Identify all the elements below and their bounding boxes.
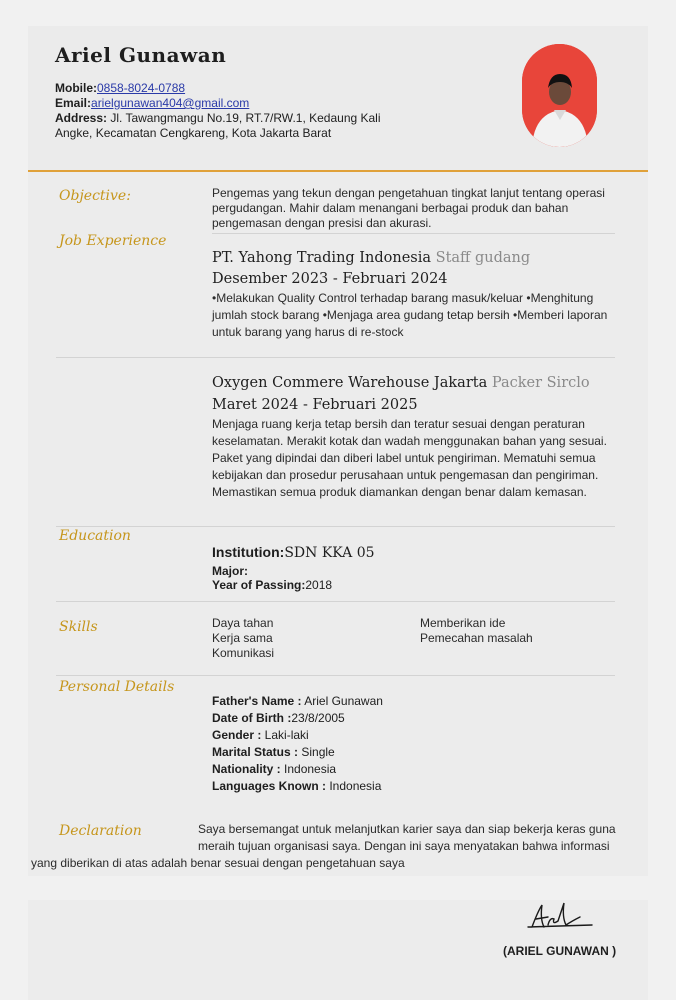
field-value: Single [298, 745, 335, 759]
declaration-line-3: yang diberikan di atas adalah benar sesuai dengan pengetahuan saya [31, 856, 405, 870]
year-line [212, 577, 332, 594]
job-1-description: •Melakukan Quality Control terhadap barang masuk/keluar •Menghitung jumlah stock barang •Menjaga area gudang tetap bersih •Memberi laporan untuk barang yang harus di re-stock [212, 291, 608, 339]
field-value: 23/8/2005 [291, 711, 345, 725]
year-label: Year of Passing: [212, 578, 306, 592]
education-title: Education [59, 528, 131, 544]
address-value: Jl. Tawangmangu No.19, RT.7/RW.1, Kedaung Kali Angke, Kecamatan Cengkareng, Kota Jakarta Barat [55, 111, 381, 140]
year-value: 2018 [305, 578, 333, 592]
declaration-line-1: Saya bersemangat untuk melanjutkan karier saya dan siap bekerja keras guna [198, 822, 616, 836]
declaration-line-2: meraih tujuan organisasi saya. Dengan ini saya menyatakan bahwa informasi [198, 839, 610, 853]
job-2-company: Oxygen Commere Warehouse Jakarta [212, 375, 488, 391]
skill-item: Memberikan ide [420, 616, 506, 630]
field-label: Gender : [212, 728, 262, 742]
personal-row [212, 761, 383, 778]
field-value: Laki-laki [261, 728, 309, 742]
signature-name: (ARIEL GUNAWAN ) [503, 944, 617, 958]
divider [212, 233, 615, 234]
mobile-label: Mobile: [55, 81, 97, 95]
job-2-description: Menjaga ruang kerja tetap bersih dan teratur sesuai dengan peraturan keselamatan. Merakit kotak dan wadah menggunakan bahan yang sesuai. Paket yang dipindai dan diberi label untuk pengiriman. Mematuhi semua kebijakan dan prosedur perusahaan untuk pengemasan dan pengiriman. Memastikan semua produk diamankan dengan benar dalam kemasan. [212, 417, 607, 499]
skills-title: Skills [59, 619, 98, 635]
divider [56, 526, 615, 527]
institution-label: Institution: [212, 544, 285, 560]
divider [56, 675, 615, 676]
profile-photo [522, 44, 597, 147]
objective-text: Pengemas yang tekun dengan pengetahuan tingkat lanjut tentang operasi pergudangan. Mahir dalam menangani berbagai produk dan bahan pengemasan dengan presisi dan akurasi. [212, 186, 605, 230]
field-label: Father's Name : [212, 694, 302, 708]
field-label: Nationality : [212, 762, 281, 776]
skill-item: Pemecahan masalah [420, 631, 533, 645]
divider [56, 601, 615, 602]
job-2-period: Maret 2024 - Februari 2025 [212, 397, 418, 413]
field-label: Languages Known : [212, 779, 326, 793]
job-2-role: Packer Sirclo [491, 375, 590, 391]
full-name: Ariel Gunawan [55, 43, 227, 67]
mobile-link[interactable]: 0858-8024-0788 [97, 81, 186, 95]
email-label: Email: [55, 96, 92, 110]
personal-title: Personal Details [59, 679, 175, 695]
job-1-title [212, 248, 530, 269]
field-label: Date of Birth : [212, 711, 292, 725]
field-value: Ariel Gunawan [301, 694, 383, 708]
skill-item: Daya tahan [212, 616, 274, 630]
personal-row [212, 744, 383, 761]
job-1-period: Desember 2023 - Februari 2024 [212, 271, 448, 287]
skills-column-1 [212, 616, 274, 661]
institution-line [212, 544, 375, 561]
personal-row [212, 710, 383, 727]
contact-info [55, 81, 395, 141]
address-label: Address: [55, 111, 108, 125]
personal-details-list [212, 693, 383, 795]
field-value: Indonesia [326, 779, 382, 793]
field-value: Indonesia [280, 762, 337, 776]
skill-item: Komunikasi [212, 646, 275, 660]
divider [56, 357, 615, 358]
declaration-title: Declaration [59, 823, 142, 839]
experience-title: Job Experience [59, 233, 167, 249]
field-label: Marital Status : [212, 745, 299, 759]
resume-page [28, 26, 648, 876]
skill-item: Kerja sama [212, 631, 273, 645]
skills-column-2 [420, 616, 533, 646]
job-2-title [212, 373, 590, 394]
institution-value: SDN KKA 05 [284, 545, 375, 561]
job-1-company: PT. Yahong Trading Indonesia [212, 250, 432, 266]
job-1-role: Staff gudang [435, 250, 531, 266]
email-link[interactable]: arielgunawan404@gmail.com [91, 96, 250, 110]
objective-title: Objective: [59, 188, 131, 204]
personal-row [212, 693, 383, 710]
personal-row [212, 778, 383, 795]
major-label: Major: [212, 564, 248, 578]
personal-row [212, 727, 383, 744]
signature-image [500, 897, 600, 937]
resume-header [28, 26, 648, 172]
